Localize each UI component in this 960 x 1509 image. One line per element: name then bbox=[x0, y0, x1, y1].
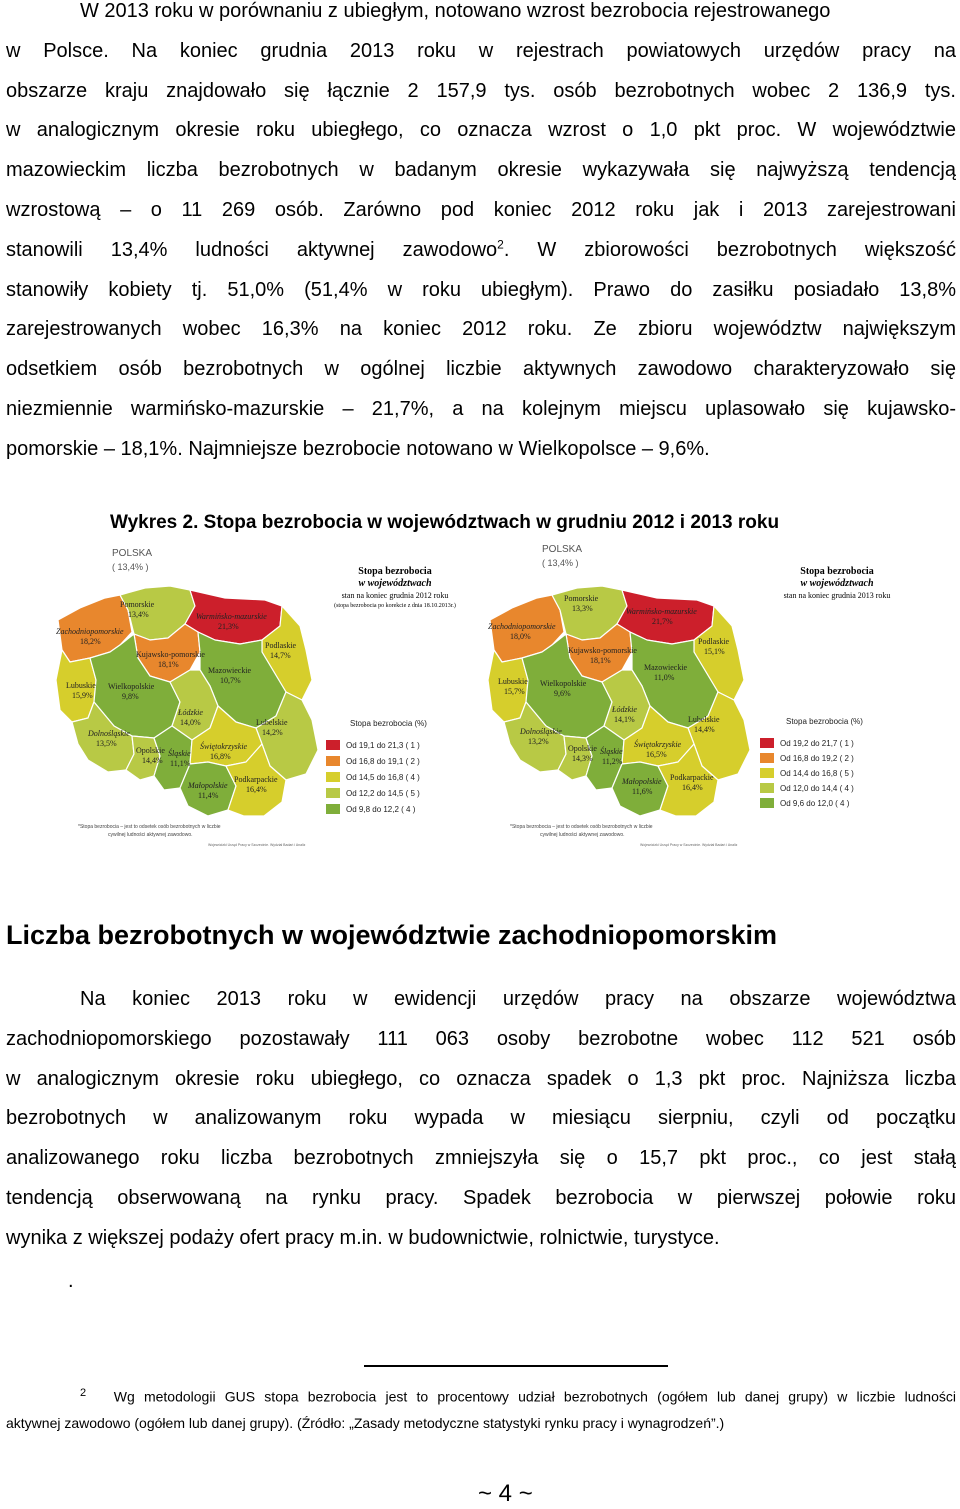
legend-label: Od 14,4 do 16,8 ( 5 ) bbox=[780, 769, 854, 778]
region-value: 16,4% bbox=[682, 783, 703, 792]
legend-title: Stopa bezrobocia (%) bbox=[786, 717, 863, 726]
text-line: w analogicznym okresie roku ubiegłego, co oznacza spadek o 1,3 pkt proc. Najniższa liczba bbox=[6, 1067, 956, 1090]
region-name: Opolskie bbox=[568, 744, 597, 753]
region-value: 16,8% bbox=[210, 752, 231, 761]
legend-swatch bbox=[326, 772, 340, 782]
region-name: Lubuskie bbox=[66, 681, 96, 690]
region-value: 9,8% bbox=[122, 692, 139, 701]
region-name: Podlaskie bbox=[698, 637, 730, 646]
legend-swatch bbox=[760, 738, 774, 748]
footnote-text: Wg metodologii GUS stopa bezrobocia jest to procentowy udział bezrobotnych (ogółem lub danej grupy) w liczbie ludności bbox=[113, 1388, 956, 1405]
region-name: Łódzkie bbox=[612, 705, 637, 714]
section-heading: Liczba bezrobotnych w województwie zachodniopomorskim bbox=[6, 920, 778, 950]
region-name: Podkarpackie bbox=[670, 773, 714, 782]
region-name: Warmińsko-mazurskie bbox=[196, 612, 267, 621]
text-line: niezmiennie warmińsko-mazurskie – 21,7%, a na kolejnym miejscu uplasowało się kujawsko- bbox=[6, 397, 956, 420]
text-line: analizowanego roku liczba bezrobotnych zmniejszyła się o 15,7 pkt proc., co jest stałą bbox=[6, 1147, 956, 1170]
region-value: 9,6% bbox=[554, 689, 571, 698]
region-name: Podkarpackie bbox=[234, 775, 278, 784]
region-value: 21,7% bbox=[652, 617, 673, 626]
region-value: 18,0% bbox=[510, 632, 531, 641]
region-name: Mazowieckie bbox=[644, 663, 688, 672]
region-value: 18,1% bbox=[158, 660, 179, 669]
region-value: 13,3% bbox=[572, 604, 593, 613]
text-span: . W zbiorowości bezrobotnych większość bbox=[503, 238, 956, 261]
text-line bbox=[6, 231, 956, 271]
region-value: 14,3% bbox=[572, 754, 593, 763]
footnote-separator bbox=[364, 1365, 668, 1367]
footnote-line bbox=[6, 1380, 956, 1410]
text-line: Na koniec 2013 roku w ewidencji urzędów pracy na obszarze województwa bbox=[80, 988, 956, 1010]
regions bbox=[56, 586, 318, 816]
region-value: 13,5% bbox=[96, 739, 117, 748]
legend-swatch bbox=[326, 788, 340, 798]
region-value: 13,4% bbox=[128, 610, 149, 619]
footnote bbox=[6, 1380, 956, 1436]
region-name: Wielkopolskie bbox=[108, 682, 155, 691]
region-name: Kujawsko-pomorskie bbox=[568, 646, 637, 655]
map-title: Stopa bezrobocia bbox=[800, 566, 874, 577]
text-line: wzrostową – o 11 269 osób. Zarówno pod koniec 2012 roku jak i 2013 zarejestrowani bbox=[6, 198, 956, 221]
region-name: Lubelskie bbox=[256, 718, 288, 727]
region-name: Kujawsko-pomorskie bbox=[136, 650, 205, 659]
map-stan: stan na koniec grudnia 2013 roku bbox=[783, 591, 891, 600]
footnote-ref: 2 bbox=[497, 237, 504, 252]
region-value: 11,6% bbox=[632, 787, 653, 796]
region-name: Zachodniopomorskie bbox=[488, 622, 556, 631]
poland-value: ( 13,4% ) bbox=[112, 562, 149, 572]
region-value: 14,7% bbox=[270, 651, 291, 660]
text-line: W 2013 roku w porównaniu z ubiegłym, notowano wzrost bezrobocia rejestrowanego bbox=[80, 0, 831, 22]
page-number: ~ 4 ~ bbox=[478, 1480, 533, 1507]
region-name: Lubuskie bbox=[498, 677, 528, 686]
legend-label: Od 19,1 do 21,3 ( 1 ) bbox=[346, 741, 420, 750]
legend-swatch bbox=[760, 753, 774, 763]
region-name: Wielkopolskie bbox=[540, 679, 587, 688]
region-name: Warmińsko-mazurskie bbox=[626, 607, 697, 616]
text-line: bezrobotnych w analizowanym roku wypada w miesiącu sierpniu, czyli od początku bbox=[6, 1107, 956, 1130]
legend-label: Od 19,2 do 21,7 ( 1 ) bbox=[780, 739, 854, 748]
region-value: 15,9% bbox=[72, 691, 93, 700]
footnote-number: 2 bbox=[80, 1387, 87, 1399]
map-source: Wojewódzki Urząd Pracy w Szczecinie. Wydział Badań i Analiz bbox=[208, 843, 306, 847]
text-line: zachodniopomorskiego pozostawały 111 063 osoby bezrobotne wobec 112 521 osób bbox=[6, 1027, 956, 1050]
region-value: 18,2% bbox=[80, 637, 101, 646]
legend-label: Od 12,2 do 14,5 ( 5 ) bbox=[346, 789, 420, 798]
map-note: (stopa bezrobocia po korekcie z dnia 18.10.2013r.) bbox=[334, 603, 456, 609]
text-line: w Polsce. Na koniec grudnia 2013 roku w rejestrach powiatowych urzędów pracy na bbox=[6, 39, 956, 62]
region-name: Śląskie bbox=[168, 749, 191, 758]
text-line: zarejestrowanych wobec 16,3% na koniec 2012 roku. Ze zbioru województw największym bbox=[6, 318, 956, 341]
region-name: Pomorskie bbox=[120, 600, 155, 609]
map-footnote: cywilnej ludności aktywnej zawodowo. bbox=[108, 832, 193, 838]
region-value: 14,4% bbox=[142, 756, 163, 765]
body-paragraph bbox=[6, 980, 956, 1259]
region-name: Małopolskie bbox=[622, 777, 662, 786]
legend-swatch bbox=[326, 756, 340, 766]
region-value: 14,1% bbox=[614, 715, 635, 724]
region-name: Opolskie bbox=[136, 746, 165, 755]
stray-dot: . bbox=[68, 1270, 74, 1292]
legend-swatch bbox=[760, 768, 774, 778]
legend-title: Stopa bezrobocia (%) bbox=[350, 719, 427, 728]
region-value: 11,4% bbox=[198, 791, 219, 800]
region-name: Dolnośląskie bbox=[520, 727, 562, 736]
region-name: Dolnośląskie bbox=[88, 729, 130, 738]
legend bbox=[326, 719, 427, 814]
legend-swatch bbox=[760, 798, 774, 808]
map-footnote: *Stopa bezrobocia – jest to odsetek osób bezrobotnych w liczbie bbox=[510, 824, 653, 830]
text-line: odsetkiem osób bezrobotnych w ogólnej liczbie aktywnych zawodowo charakteryzowało się bbox=[6, 358, 956, 381]
region-name: Pomorskie bbox=[564, 594, 599, 603]
region-name: Świętokrzyskie bbox=[634, 740, 682, 749]
poland-value: ( 13,4% ) bbox=[542, 558, 579, 568]
region-value: 10,7% bbox=[220, 676, 241, 685]
region-name: Podlaskie bbox=[265, 641, 297, 650]
region-name: Mazowieckie bbox=[208, 666, 252, 675]
map-footnote: cywilnej ludności aktywnej zawodowo. bbox=[540, 832, 625, 838]
region-name: Łódzkie bbox=[178, 708, 203, 717]
intro-paragraph bbox=[6, 0, 956, 470]
map-title: Stopa bezrobocia bbox=[358, 566, 432, 577]
text-line: wynika z większej podaży ofert pracy m.in. w budownictwie, rolnictwie, turystyce. bbox=[6, 1226, 720, 1249]
map-subtitle: w województwach bbox=[358, 578, 432, 589]
text-line: obszarze kraju znajdowało się łącznie 2 157,9 tys. osób bezrobotnych wobec 2 136,9 tys. bbox=[6, 79, 956, 102]
region-value: 15,7% bbox=[504, 687, 525, 696]
map-source: Wojewódzki Urząd Pracy w Szczecinie. Wydział Badań i Analiz bbox=[640, 843, 738, 847]
region-value: 14,4% bbox=[694, 725, 715, 734]
region-value: 11,2% bbox=[602, 757, 623, 766]
region-value: 15,1% bbox=[704, 647, 725, 656]
legend-label: Od 16,8 do 19,1 ( 2 ) bbox=[346, 757, 420, 766]
text-line: tendencją obserwowaną na rynku pracy. Spadek bezrobocia w pierwszej połowie roku bbox=[6, 1186, 956, 1209]
legend-label: Od 16,8 do 19,2 ( 2 ) bbox=[780, 754, 854, 763]
text-line: pomorskie – 18,1%. Najmniejsze bezrobocie notowano w Wielkopolsce – 9,6%. bbox=[6, 437, 710, 460]
region-name: Śląskie bbox=[600, 747, 623, 756]
poland-label: POLSKA bbox=[542, 544, 583, 555]
legend-swatch bbox=[326, 804, 340, 814]
region-name: Świętokrzyskie bbox=[200, 742, 248, 751]
region-value: 14,2% bbox=[262, 728, 283, 737]
map-footnote: *Stopa bezrobocia – jest to odsetek osób bezrobotnych w liczbie bbox=[78, 824, 221, 830]
region-value: 16,5% bbox=[646, 750, 667, 759]
region-value: 11,0% bbox=[654, 673, 675, 682]
region-value: 21,3% bbox=[218, 622, 239, 631]
map-2012 bbox=[50, 540, 470, 850]
legend-label: Od 12,0 do 14,4 ( 4 ) bbox=[780, 784, 854, 793]
legend-label: Od 9,8 do 12,2 ( 4 ) bbox=[346, 805, 416, 814]
region-name: Małopolskie bbox=[188, 781, 228, 790]
region-value: 11,1% bbox=[170, 759, 191, 768]
footnote-line: aktywnej zawodowo (ogółem lub danej grupy). (Źródło: „Zasady metodyczne statystyki rynku pracy i wynagrodzeń”.) bbox=[6, 1414, 725, 1431]
legend-swatch bbox=[760, 783, 774, 793]
region-name: Zachodniopomorskie bbox=[56, 627, 124, 636]
text-line: mazowieckim liczba bezrobotnych w badanym okresie wykazywała się najwyższą tendencją bbox=[6, 159, 956, 182]
poland-label: POLSKA bbox=[112, 548, 153, 559]
map-2013 bbox=[482, 540, 912, 850]
legend-label: Od 14,5 do 16,8 ( 4 ) bbox=[346, 773, 420, 782]
region-name: Lubelskie bbox=[688, 715, 720, 724]
map-subtitle: w województwach bbox=[800, 578, 874, 589]
map-stan: stan na koniec grudnia 2012 roku bbox=[341, 591, 449, 600]
text-line: w analogicznym okresie roku ubiegłego, co oznacza wzrost o 1,0 pkt proc. W województwie bbox=[6, 119, 956, 142]
region-value: 13,2% bbox=[528, 737, 549, 746]
legend-swatch bbox=[326, 740, 340, 750]
region-value: 14,0% bbox=[180, 718, 201, 727]
legend-label: Od 9,6 do 12,0 ( 4 ) bbox=[780, 799, 850, 808]
legend bbox=[760, 717, 863, 808]
text-span: stanowili 13,4% ludności aktywnej zawodowo bbox=[6, 238, 498, 261]
region-value: 18,1% bbox=[590, 656, 611, 665]
region-value: 16,4% bbox=[246, 785, 267, 794]
text-line: stanowiły kobiety tj. 51,0% (51,4% w roku ubiegłym). Prawo do zasiłku posiadało 13,8% bbox=[6, 278, 956, 301]
figure-title: Wykres 2. Stopa bezrobocia w województwach w grudniu 2012 i 2013 roku bbox=[110, 512, 780, 533]
